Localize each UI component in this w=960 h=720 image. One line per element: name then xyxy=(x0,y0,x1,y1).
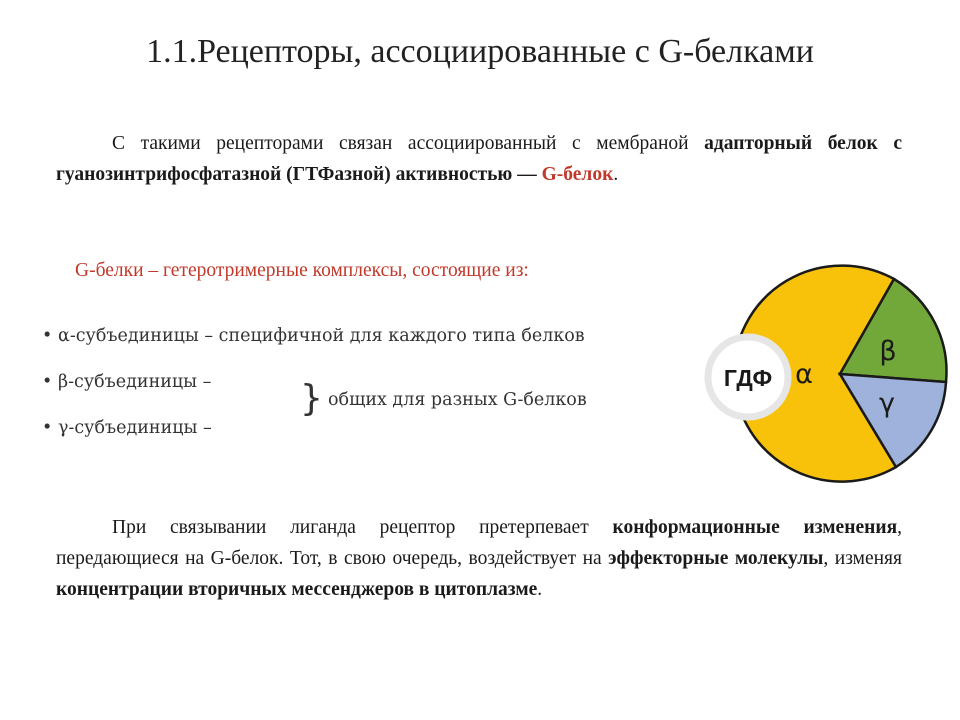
alpha-subunit-text: α-субъединицы – специфичной для каждого типа белков xyxy=(58,326,585,346)
bullet-marker: • xyxy=(42,326,53,346)
curly-brace: } xyxy=(300,378,323,419)
gamma-label: γ xyxy=(879,388,895,419)
list-item xyxy=(42,372,211,392)
para1-end: . xyxy=(613,164,619,185)
para3-text-1: При связывании лиганда рецептор претерпевает xyxy=(112,517,613,538)
para3-text-4: . xyxy=(537,579,543,600)
para3-text-2: , передающиеся на G-белок. Тот, в свою очередь, воздействует на xyxy=(56,517,902,569)
list-item xyxy=(42,326,585,346)
g-protein-intro: G-белки – гетеротримерные комплексы, состоящие из: xyxy=(75,260,529,281)
para1-text: С такими рецепторами связан ассоциированный с мембраной xyxy=(112,133,705,154)
paragraph-g-protein-definition xyxy=(56,128,902,190)
gdp-label: ГДФ xyxy=(723,365,773,391)
alpha-label: α xyxy=(795,359,813,390)
common-subunits-text: общих для разных G-белков xyxy=(328,390,587,410)
para1-g-protein-term: G-белок xyxy=(541,164,614,185)
para3-text-3: , изменяя xyxy=(823,548,902,569)
para3-bold-3: концентрации вторичных мессенджеров в цитоплазме xyxy=(56,579,538,600)
beta-subunit-text: β-субъединицы – xyxy=(58,372,212,392)
para3-bold-2: эффекторные молекулы xyxy=(608,548,824,569)
bullet-marker: • xyxy=(42,372,53,392)
subunit-list xyxy=(42,322,712,447)
paragraph-ligand-binding xyxy=(56,512,902,605)
gamma-subunit-text: γ-субъединицы – xyxy=(58,418,212,438)
g-protein-diagram xyxy=(700,262,955,497)
beta-label: β xyxy=(879,336,897,367)
bullet-marker: • xyxy=(42,418,53,438)
para3-bold-1: конформационные изменения xyxy=(612,517,898,538)
para1-bold-text: адапторный белок с гуанозинтрифосфатазной (ГТФазной) активностью — xyxy=(56,133,903,185)
slide-title: 1.1.Рецепторы, ассоциированные с G-белками xyxy=(146,33,814,70)
list-item xyxy=(42,418,212,438)
